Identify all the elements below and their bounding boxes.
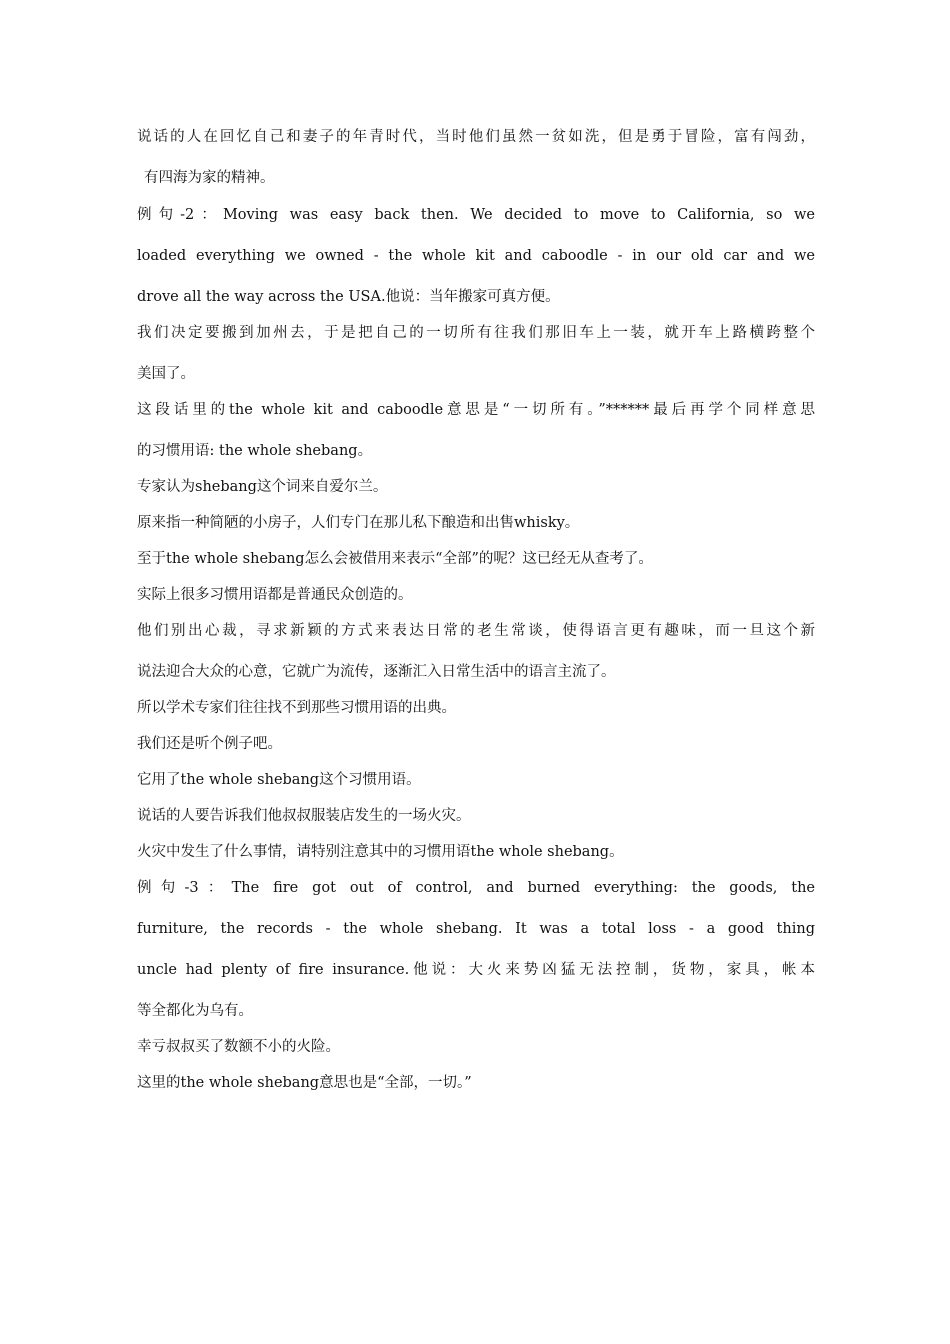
text-line: 这里的the whole shebang意思也是“全部，一切。” bbox=[137, 1075, 472, 1091]
text-line: furniture, the records - the whole shebang. It was a total loss - a good thing bbox=[137, 921, 815, 937]
text-line: 的习惯用语: the whole shebang。 bbox=[137, 443, 373, 459]
text-line: 说话的人要告诉我们他叔叔服装店发生的一场火灾。 bbox=[137, 808, 471, 824]
text-line: 专家认为shebang这个词来自爱尔兰。 bbox=[137, 479, 388, 495]
text-line: 它用了the whole shebang这个习惯用语。 bbox=[137, 772, 421, 788]
text-line: 说话的人在回忆自己和妻子的年青时代，当时他们虽然一贫如洗，但是勇于冒险，富有闯劲， bbox=[137, 129, 815, 145]
text-line: 我们还是听个例子吧。 bbox=[137, 736, 282, 752]
text-line: 例句-2：Moving was easy back then. We decided to move to California, so we bbox=[137, 207, 815, 223]
text-line: 幸亏叔叔买了数额不小的火险。 bbox=[137, 1039, 340, 1055]
text-line: 等全都化为乌有。 bbox=[137, 1003, 253, 1019]
text-line: 有四海为家的精神。 bbox=[144, 170, 275, 186]
text-line: 所以学术专家们往往找不到那些习惯用语的出典。 bbox=[137, 700, 456, 716]
text-line: drove all the way across the USA.他说：当年搬家可真方便。 bbox=[137, 289, 560, 305]
text-line: 他们别出心裁，寻求新颖的方式来表达日常的老生常谈，使得语言更有趣味，而一旦这个新 bbox=[137, 623, 815, 639]
text-line: 美国了。 bbox=[137, 366, 195, 382]
text-line: 原来指一种简陋的小房子，人们专门在那儿私下酿造和出售whisky。 bbox=[137, 515, 580, 531]
text-line: 这段话里的the whole kit and caboodle意思是“一切所有。”******最后再学个同样意思 bbox=[137, 402, 815, 418]
text-line: 火灾中发生了什么事情，请特别注意其中的习惯用语the whole shebang。 bbox=[137, 844, 624, 860]
text-line: loaded everything we owned - the whole kit and caboodle - in our old car and we bbox=[137, 248, 815, 264]
text-line: 例句-3：The fire got out of control, and burned everything: the goods, the bbox=[137, 880, 815, 896]
text-line: 我们决定要搬到加州去，于是把自己的一切所有往我们那旧车上一装，就开车上路横跨整个 bbox=[137, 325, 815, 341]
text-line: 说法迎合大众的心意，它就广为流传，逐渐汇入日常生活中的语言主流了。 bbox=[137, 664, 616, 680]
text-line: 至于the whole shebang怎么会被借用来表示“全部”的呢？这已经无从查考了。 bbox=[137, 551, 653, 567]
text-line: 实际上很多习惯用语都是普通民众创造的。 bbox=[137, 587, 413, 603]
text-line: uncle had plenty of fire insurance.他说：大火来势凶猛无法控制，货物，家具，帐本 bbox=[137, 962, 815, 978]
